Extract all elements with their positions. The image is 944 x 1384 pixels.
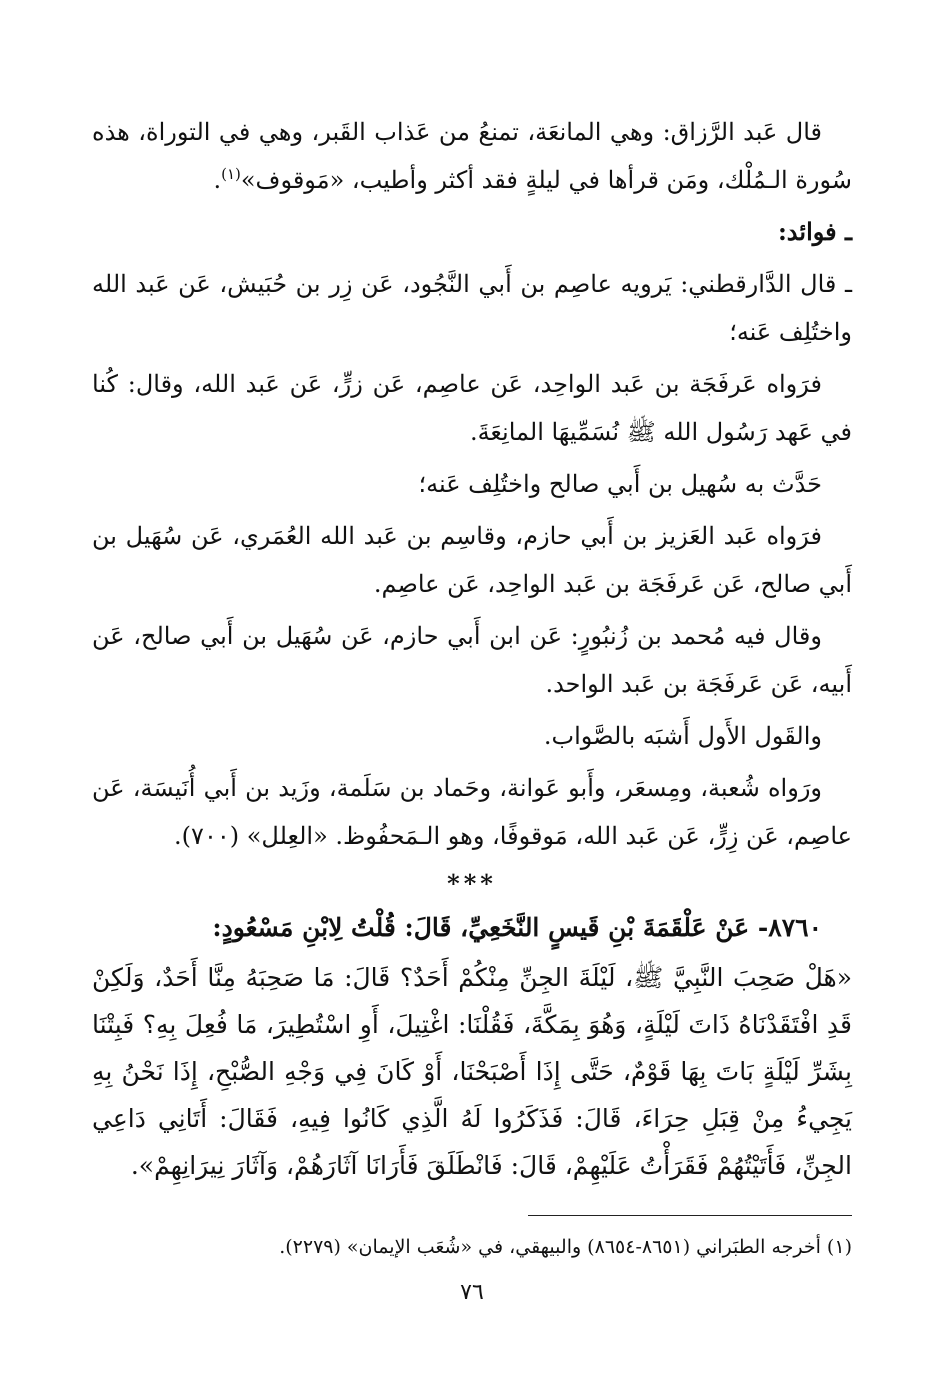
- paragraph-7: والقَول الأَول أَشبَه بالصَّواب.: [543, 722, 822, 750]
- paragraph-1: [92, 108, 852, 204]
- paragraph-6: وقال فيه مُحمد بن زُنبُورٍ: عَن ابن أَبي حازم، عَن سُهَيل بن أَبي صالح، عَن أَبيه، عَن عَرفَجَة بن عَبد الواحد.: [92, 622, 852, 698]
- section-heading: ـ فوائد:: [777, 217, 852, 246]
- section-separator: ***: [447, 869, 497, 898]
- footnote: (١) أخرجه الطبَراني (٨٦٥١-٨٦٥٤) والبيهقي، في «شُعَب الإيمان» (٢٢٧٩).: [279, 1236, 852, 1258]
- hadith-number-line: ٨٧٦٠- عَنْ عَلْقَمَةَ بْنِ قَيسٍ النَّخَعِيِّ، قَالَ: قُلْتُ لِابْنِ مَسْعُودٍ:: [212, 913, 822, 942]
- page-number: ٧٦: [460, 1280, 484, 1305]
- main-text: [92, 108, 852, 1193]
- paragraph-8: ورَواه شُعبة، ومِسعَر، وأَبو عَوانة، وحَماد بن سَلَمة، وزَيد بن أَبي أُنَيسَة، عَن عاصِم، عَن زِرٍّ، عَن عَبد الله، مَوقوفًا، وهو الـمَحفُوظ. «العِلل» (٧٠٠).: [92, 774, 852, 850]
- paragraph-4: حَدَّث به سُهيل بن أَبي صالح واختُلِف عَنه؛: [418, 470, 822, 498]
- paragraph-2: ـ قال الدَّارقطني: يَرويه عاصِم بن أَبي النَّجُود، عَن زِر بن حُبَيش، عَن عَبد الله واختُلِف عَنه؛: [92, 270, 852, 346]
- footnote-divider: [528, 1215, 852, 1216]
- paragraph-1-end: .: [213, 166, 222, 194]
- hadith-text: «هَلْ صَحِبَ النَّبِيَّ ﷺ، لَيْلَةَ الجِنِّ مِنْكُمْ أَحَدٌ؟ قَالَ: مَا صَحِبَهُ مِنَّا أَحَدٌ، وَلَكِنْ قَدِ افْتَقَدْنَاهُ ذَاتَ لَيْلَةٍ، وَهُوَ بِمَكَّةَ، فَقُلْنَا: اغْتِيلَ، أَوِ اسْتُطِيرَ، مَا فُعِلَ بِهِ؟ فَبِتْنَا بِشَرِّ لَيْلَةٍ بَاتَ بِهَا قَوْمٌ، حَتَّى إِذَا أَصْبَحْنَا، أَوْ كَانَ فِي وَجْهِ الصُّبْحِ، إِذَا نَحْنُ بِهِ يَجِيءُ مِنْ قِبَلِ حِرَاءَ، قَالَ: فَذَكَرُوا لَهُ الَّذِي كَانُوا فِيهِ، فَقَالَ: أَتَانِي دَاعِي الجِنِّ، فَأَتَيْتُهُمْ فَقَرَأْتُ عَلَيْهِمْ، قَالَ: فَانْطَلَقَ فَأَرَانَا آثَارَهُمْ، وَآثَارَ نِيرَانِهِمْ».: [92, 963, 852, 1180]
- footnote-reference: (١): [221, 165, 241, 183]
- paragraph-3: فرَواه عَرفَجَة بن عَبد الواحِد، عَن عاصِم، عَن زرٍّ، عَن عَبد الله، وقال: كُنا في عَهد رَسُول الله ﷺ نُسَمِّيهَا المانِعَةَ.: [92, 370, 852, 446]
- paragraph-1-text: قال عَبد الرَّزاق: وهي المانعَة، تمنعُ من عَذاب القَبر، وهي في التوراة، هذه سُورة الـمُلْك، ومَن قرأها في ليلةٍ فقد أكثر وأطيب، «مَوقوف»: [92, 118, 852, 194]
- paragraph-5: فرَواه عَبد العَزيز بن أَبي حازم، وقاسِم بن عَبد الله العُمَري، عَن سُهَيل بن أَبي صالح، عَن عَرفَجَة بن عَبد الواحِد، عَن عاصِم.: [92, 522, 852, 598]
